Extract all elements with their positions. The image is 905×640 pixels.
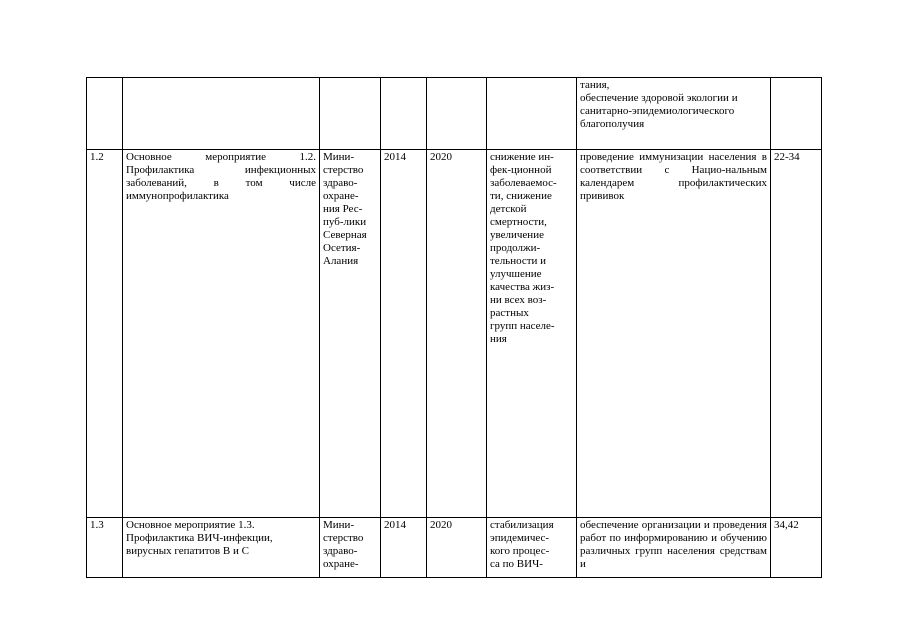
indicator-numbers (771, 78, 822, 150)
executor (320, 78, 381, 150)
start-year (381, 78, 427, 150)
link-with-indicators: тания, обеспечение здоровой экологии и санитарно-эпидемиологического благополучия (577, 78, 771, 150)
start-year: 2014 (381, 518, 427, 578)
expected-result: стабилизация эпидемичес- кого процес- са по ВИЧ- (487, 518, 577, 578)
row-number: 1.3 (87, 518, 123, 578)
event-name: Основное мероприятие 1.3. Профилактика ВИЧ-инфекции, вирусных гепатитов В и С (123, 518, 320, 578)
end-year (427, 78, 487, 150)
end-year: 2020 (427, 150, 487, 518)
row-number (87, 78, 123, 150)
table-row (87, 518, 822, 578)
expected-result (487, 78, 577, 150)
executor: Мини- стерство здраво- охране- ния Рес- пуб-лики Северная Осетия- Алания (320, 150, 381, 518)
table-row (87, 78, 822, 150)
event-name (123, 78, 320, 150)
link-with-indicators: проведение иммунизации населения в соответствии с Нацио-нальным календарем профилактических прививок (577, 150, 771, 518)
table-row (87, 150, 822, 518)
end-year: 2020 (427, 518, 487, 578)
executor: Мини- стерство здраво- охране- (320, 518, 381, 578)
indicator-numbers: 34,42 (771, 518, 822, 578)
link-with-indicators: обеспечение организации и проведения работ по информированию и обучению различных групп населения средствам и (577, 518, 771, 578)
row-number: 1.2 (87, 150, 123, 518)
event-name: Основное мероприятие 1.2. Профилактика инфекционных заболеваний, в том числе иммунопрофилактика (123, 150, 320, 518)
expected-result: снижение ин- фек-ционной заболеваемос- ти, снижение детской смертности, увеличение продолжи- тельности и улучшение качества жиз- ни всех воз- растных групп населе- ния (487, 150, 577, 518)
program-events-table (86, 77, 822, 578)
start-year: 2014 (381, 150, 427, 518)
indicator-numbers: 22-34 (771, 150, 822, 518)
